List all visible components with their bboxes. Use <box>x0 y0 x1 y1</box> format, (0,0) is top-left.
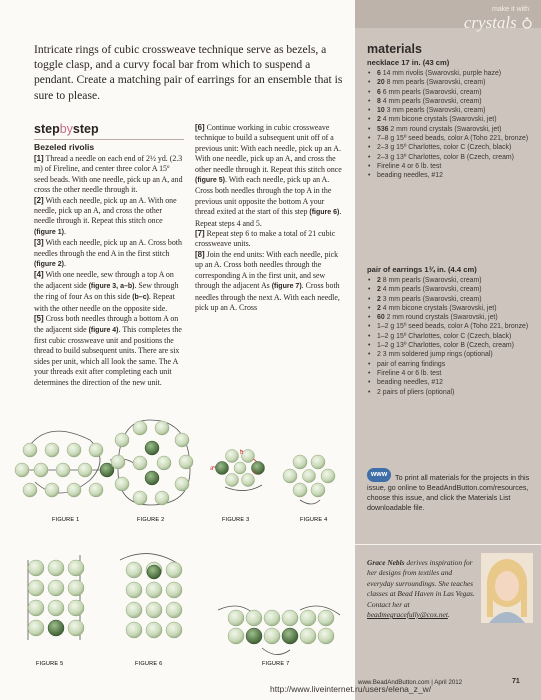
step-text: With each needle, pick up an A. Cross both needles through the end A in the first stitch <box>34 238 182 258</box>
step-text: . <box>63 259 66 269</box>
step-text: . With each needle, pick up an A. Cross both needles through the top A in the previous unit opposite the bottom A your thread exited at the start of this step <box>195 175 332 217</box>
author-email-link[interactable]: beadmegracefully@cox.net <box>367 610 448 620</box>
bead <box>23 443 37 457</box>
author-bio-text: derives inspiration for her designs from textiles and everyday surroundings. She teaches classes at Bead Haven in Las Vegas. Contact her at <box>367 558 475 609</box>
bead <box>300 628 316 644</box>
bead <box>68 560 84 576</box>
bead <box>45 483 59 497</box>
material-qty: 20 <box>377 79 385 87</box>
bead <box>23 483 37 497</box>
figure-3-diagram <box>210 450 265 491</box>
figure-3-point-b: b <box>240 450 244 456</box>
material-text: 4 mm bicone crystals (Swarovski, jet) <box>382 304 497 312</box>
step-number: [6] <box>195 123 205 132</box>
bead <box>155 491 169 505</box>
figure-5-diagram <box>28 555 84 640</box>
material-item <box>367 125 541 134</box>
figure-3-label: FIGURE 3 <box>222 517 250 523</box>
bead <box>242 450 255 463</box>
bead <box>146 582 162 598</box>
page-number: 71 <box>512 678 520 685</box>
footer-url: www.BeadAndButton.com | April 2012 <box>358 679 463 686</box>
bead <box>48 580 64 596</box>
material-text: 1–2 g 15º Charlottes, color C (Czech, black) <box>377 332 512 340</box>
material-item <box>367 388 541 397</box>
material-text: 14 mm rivolis (Swarovski, purple haze) <box>382 70 502 77</box>
bead <box>264 628 280 644</box>
material-qty: 536 <box>377 125 389 133</box>
bead-highlight <box>145 441 159 455</box>
figure-reference: (figure 3, a–b) <box>88 282 135 290</box>
figure-1-label: FIGURE 1 <box>52 517 80 523</box>
ring-icon <box>521 17 533 29</box>
step-text: Cross both needles through a bottom A on the adjacent side <box>34 314 179 334</box>
material-text: 2 pairs of pliers (optional) <box>377 388 455 396</box>
bead <box>133 421 147 435</box>
bead <box>67 443 81 457</box>
bead <box>68 580 84 596</box>
material-qty: 60 <box>377 314 385 322</box>
author-portrait-image <box>481 553 533 623</box>
material-item <box>367 295 541 304</box>
step-number: [3] <box>34 238 44 248</box>
material-text: 2 mm round crystals (Swarovski, jet) <box>386 314 498 322</box>
bead <box>179 455 193 469</box>
bead <box>115 433 129 447</box>
section-heading-by: by <box>59 122 73 136</box>
step-text: With each needle, pick up an A. With one needle, pick up an A, and cross the other needle through it. Repeat this stitch once <box>34 195 177 226</box>
material-item <box>367 106 541 115</box>
bead <box>48 560 64 576</box>
figure-reference: (b–c) <box>132 294 149 302</box>
figure-4-label: FIGURE 4 <box>300 517 328 523</box>
bead-highlight <box>246 628 262 644</box>
figure-3-point-c: c <box>254 470 257 476</box>
bead <box>115 477 129 491</box>
bead <box>67 483 81 497</box>
material-text: 3 mm pearls (Swarovski, cream) <box>382 295 482 303</box>
bead <box>28 580 44 596</box>
bead <box>166 562 182 578</box>
online-resources-note: To print all materials for the projects in this issue, go online to BeadAndButton.com/resources, choose this issue, and click the Materials List downloadable file. <box>367 473 530 512</box>
bead <box>228 610 244 626</box>
material-item <box>367 285 541 294</box>
bead <box>146 622 162 638</box>
material-qty: 2 <box>377 304 381 312</box>
bead <box>45 443 59 457</box>
material-text: 7–8 g 15º seed beads, color A (Toho 221, bronze) <box>377 135 529 143</box>
materials-title: materials <box>367 42 422 56</box>
material-item <box>367 341 541 350</box>
step-text: . Repeat with the other needle on the opposite side. <box>34 292 175 313</box>
step-text: Join the end units: With each needle, pick up an A. Cross both needles through the corresponding A in the first unit, and sew through the adjacent As <box>195 249 339 291</box>
bead <box>146 602 162 618</box>
bead <box>15 463 29 477</box>
material-item <box>367 115 541 124</box>
material-item <box>367 332 541 341</box>
step-text: Thread a needle on each end of 2½ yd. (2.3 m) of Fireline, and center three color A 15º seed beads. With one needle, pick up an A, and cross the other needle through it. <box>34 154 183 195</box>
bead <box>175 477 189 491</box>
bead <box>166 622 182 638</box>
bead <box>89 483 103 497</box>
bead <box>126 582 142 598</box>
bead <box>300 610 316 626</box>
section-heading-step2: step <box>72 122 99 136</box>
material-text: 4 mm pearls (Swarovski, cream) <box>382 97 482 105</box>
bead <box>311 483 325 497</box>
material-item <box>367 369 541 378</box>
material-text: 8 mm pearls (Swarovski, cream) <box>382 277 482 284</box>
www-badge: www <box>367 468 391 482</box>
bead <box>303 470 316 483</box>
material-text: pair of earring findings <box>377 360 446 368</box>
material-item <box>367 153 541 162</box>
step-number: [8] <box>195 249 205 259</box>
material-item <box>367 171 541 180</box>
earrings-heading: pair of earrings 1¾ in. (4.4 cm) <box>367 265 477 274</box>
bead <box>234 462 246 474</box>
material-item <box>367 134 541 143</box>
bead <box>166 602 182 618</box>
bead <box>28 620 44 636</box>
bead <box>166 582 182 598</box>
step-number: [5] <box>34 314 44 324</box>
bead-highlight <box>147 565 161 579</box>
bead <box>34 463 48 477</box>
figure-7-diagram <box>218 606 340 655</box>
step-text: . Sew through the ring of four As on this side <box>34 280 179 302</box>
material-text: Fireline 4 or 6 lb. test <box>377 162 442 170</box>
material-item <box>367 162 541 171</box>
bead <box>133 491 147 505</box>
bead <box>228 628 244 644</box>
bead <box>283 469 297 483</box>
material-text: 3 mm pearls (Swarovski, cream) <box>386 107 486 115</box>
material-item <box>367 276 541 285</box>
material-text: 2 3 mm soldered jump rings (optional) <box>377 351 493 359</box>
step-number: [7] <box>195 229 205 239</box>
material-item <box>367 78 541 87</box>
bead-highlight <box>145 471 159 485</box>
header-brand <box>464 13 533 33</box>
bead <box>282 610 298 626</box>
material-qty: 8 <box>377 97 381 105</box>
figure-6-diagram <box>120 554 182 638</box>
material-qty: 6 <box>377 70 381 77</box>
step-text: With one needle, sew through a top A on the adjacent side <box>34 270 174 290</box>
material-item <box>367 350 541 359</box>
section-heading-step: step <box>34 122 60 136</box>
bead <box>318 610 334 626</box>
necklace-heading: necklace 17 in. (43 cm) <box>367 58 450 67</box>
figure-reference: (figure 7) <box>271 283 302 291</box>
material-item <box>367 143 541 152</box>
material-qty: 2 <box>377 286 381 294</box>
intro-paragraph: Intricate rings of cubic crossweave technique serve as bezels, a toggle clasp, and a curvy focal bar from which to suspend a pendant. Create a matching pair of earrings for an ensemble that is sure to please. <box>34 43 343 102</box>
necklace-materials-list <box>367 69 541 181</box>
author-portrait <box>481 553 533 623</box>
material-item <box>367 360 541 369</box>
bead-highlight <box>48 620 64 636</box>
material-text: 2 mm round crystals (Swarovski, jet) <box>390 125 502 133</box>
material-text: 1–2 g 13º Charlottes, color B (Czech, cream) <box>377 342 514 350</box>
figure-reference: (figure 1) <box>34 228 64 236</box>
bead-highlight <box>282 628 298 644</box>
material-text: beading needles, #12 <box>377 172 443 180</box>
material-qty: 6 <box>377 88 381 96</box>
bead <box>246 610 262 626</box>
step-number: [4] <box>34 270 44 280</box>
figure-reference: (figure 2) <box>34 261 64 269</box>
bead-highlight <box>216 462 229 475</box>
material-item <box>367 88 541 97</box>
bead <box>293 455 307 469</box>
header-kicker: make it with <box>492 6 529 13</box>
bead <box>242 474 255 487</box>
bead <box>68 600 84 616</box>
sidebar-divider <box>355 544 541 545</box>
bead <box>56 463 70 477</box>
step-text: . Repeat steps 4 and 5. <box>195 207 342 228</box>
material-item <box>367 322 541 331</box>
material-item <box>367 69 541 78</box>
watermark-url: http://www.liveinternet.ru/users/elena_z_w/ <box>270 684 432 694</box>
material-text: 6 mm pearls (Swarovski, cream) <box>382 88 482 96</box>
material-text: 1–2 g 15º seed beads, color A (Toho 221, bronze) <box>377 323 529 331</box>
material-item <box>367 97 541 106</box>
material-text: beading needles, #12 <box>377 379 443 387</box>
material-text: 2–3 g 15º Charlottes, color C (Czech, black) <box>377 144 512 152</box>
material-qty: 10 <box>377 107 385 115</box>
step-text: . This completes the first cubic crossweave unit and positions the thread to build subsequent units. There are six sides per unit, which all look the same. The A your threads exit after completing each unit determines the direction of the new unit. <box>34 324 182 387</box>
bead <box>264 610 280 626</box>
author-name: Grace Nebls <box>367 558 405 567</box>
bead <box>157 456 171 470</box>
step-text: . Cross both needles through the next A. With each needle, pick up an A. Cross <box>195 281 340 312</box>
material-text: 4 mm pearls (Swarovski, cream) <box>382 286 482 294</box>
step-number: [1] <box>34 154 44 163</box>
step-text: Continue working in cubic crossweave technique to build a subsequent unit off of a previous unit: With each needle, pick up an A. With one needle, pick up an A, and cross the other needle through it. Repeat this stitch once <box>195 123 342 174</box>
author-bio-tail: . <box>447 610 450 620</box>
figure-5-label: FIGURE 5 <box>36 661 64 667</box>
bead <box>133 456 147 470</box>
figure-2-label: FIGURE 2 <box>137 517 165 523</box>
material-item <box>367 313 541 322</box>
header-brand-text: crystals <box>463 13 517 32</box>
material-text: 4 mm bicone crystals (Swarovski, jet) <box>382 116 497 124</box>
figure-7-label: FIGURE 7 <box>262 661 290 667</box>
material-text: Fireline 4 or 6 lb. test <box>377 369 442 377</box>
earrings-materials-list <box>367 276 541 397</box>
author-bio <box>367 558 479 620</box>
material-qty: 2 <box>377 295 381 303</box>
bead <box>126 562 142 578</box>
figure-reference: (figure 6) <box>309 209 340 217</box>
bead <box>111 455 125 469</box>
bead <box>28 600 44 616</box>
bead <box>78 463 92 477</box>
step-number: [2] <box>34 195 44 205</box>
bead <box>226 474 239 487</box>
bead <box>28 560 44 576</box>
bead <box>126 602 142 618</box>
material-qty: 2 <box>377 277 381 284</box>
material-qty: 2 <box>377 116 381 124</box>
bead <box>155 421 169 435</box>
bead <box>293 483 307 497</box>
bead <box>321 469 335 483</box>
subheading: Bezeled rivolis <box>34 142 95 152</box>
bead <box>175 433 189 447</box>
bead <box>89 443 103 457</box>
figure-6-label: FIGURE 6 <box>135 661 163 667</box>
material-item <box>367 378 541 387</box>
figure-reference: (figure 5) <box>195 177 225 185</box>
step-text: . <box>63 226 66 236</box>
step-text: Repeat step 6 to make a total of 21 cubic crossweave units. <box>195 229 336 249</box>
bead <box>68 620 84 636</box>
bead <box>226 450 239 463</box>
figure-1-diagram <box>15 431 114 497</box>
bead <box>318 628 334 644</box>
bead <box>48 600 64 616</box>
figure-2-diagram <box>110 420 193 505</box>
figure-3-point-a: a <box>210 466 214 472</box>
figure-reference: (figure 4) <box>88 326 119 334</box>
material-item <box>367 304 541 313</box>
bead <box>126 622 142 638</box>
material-text: 2–3 g 13º Charlottes, color B (Czech, cream) <box>377 153 514 161</box>
figure-4-diagram <box>283 455 335 504</box>
material-text: 8 mm pearls (Swarovski, cream) <box>386 79 486 87</box>
bead <box>311 455 325 469</box>
